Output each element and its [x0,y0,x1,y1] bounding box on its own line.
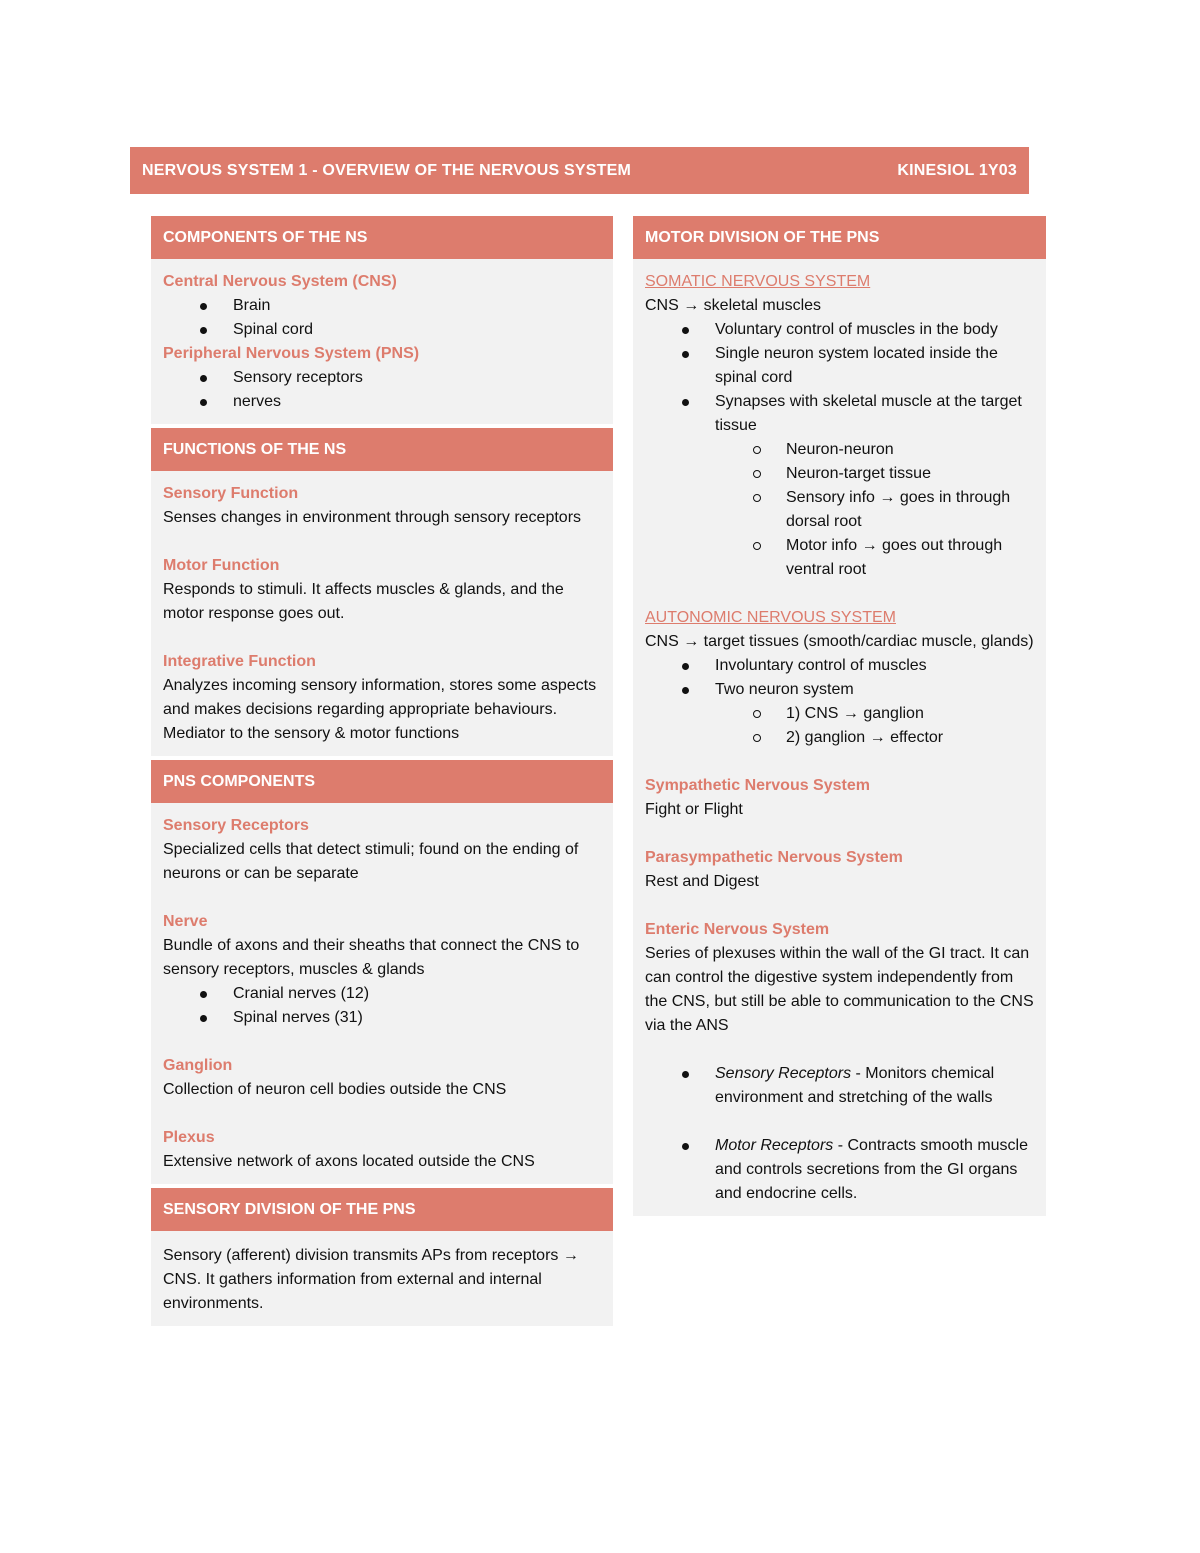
list-item: Two neuron system [645,678,1034,702]
sensory-function-title: Sensory Function [163,485,299,502]
integrative-function-text: Analyzes incoming sensory information, stores some aspects and makes decisions regarding appropriate behaviours. Mediator to the sensory & motor functions [163,677,597,742]
ganglion-text: Collection of neuron cell bodies outside the CNS [163,1081,507,1098]
page-header [130,147,1029,194]
sensory-receptors-text: Specialized cells that detect stimuli; found on the ending of neurons or can be separate [163,841,579,882]
sympathetic-title: Sympathetic Nervous System [645,777,870,794]
list-item: nerves [163,390,601,414]
list-item: Sensory receptors [163,366,601,390]
components-section [151,216,613,424]
autonomic-title: AUTONOMIC NERVOUS SYSTEM [645,609,896,626]
motor-division-section [633,216,1046,1216]
list-item: Spinal nerves (31) [163,1006,601,1030]
section-heading: MOTOR DIVISION OF THE PNS [633,216,1046,259]
plexus-text: Extensive network of axons located outside the CNS [163,1153,535,1170]
sensory-function-text: Senses changes in environment through sensory receptors [163,509,582,526]
list-item: 1) CNS → ganglion [645,702,1034,726]
list-item [645,1062,1034,1110]
autonomic-line: CNS → target tissues (smooth/cardiac muscle, glands) [645,633,1034,650]
list-item: Single neuron system located inside the spinal cord [645,342,1034,390]
pns-title: Peripheral Nervous System (PNS) [163,345,420,362]
enteric-item-text: - Monitors chemical environment and stretching of the walls [715,1065,995,1106]
list-item: Brain [163,294,601,318]
somatic-sublist [645,438,1034,582]
nerve-list [163,982,601,1030]
page-title: NERVOUS SYSTEM 1 - OVERVIEW OF THE NERVOUS SYSTEM [142,161,632,179]
course-code: KINESIOL 1Y03 [897,161,1017,179]
list-item: Voluntary control of muscles in the body [645,318,1034,342]
list-item: Motor info → goes out through ventral root [645,534,1034,582]
motor-function-text: Responds to stimuli. It affects muscles & glands, and the motor response goes out. [163,581,564,622]
list-item: Spinal cord [163,318,601,342]
enteric-item-label: Sensory Receptors [715,1065,852,1082]
left-column [151,216,613,1330]
integrative-function-title: Integrative Function [163,653,316,670]
section-heading: FUNCTIONS OF THE NS [151,428,613,471]
section-heading: SENSORY DIVISION OF THE PNS [151,1188,613,1231]
somatic-list [645,318,1034,438]
parasympathetic-title: Parasympathetic Nervous System [645,849,903,866]
enteric-list [645,1062,1034,1110]
somatic-title: SOMATIC NERVOUS SYSTEM [645,273,871,290]
ganglion-title: Ganglion [163,1057,233,1074]
functions-section [151,428,613,756]
nerve-text: Bundle of axons and their sheaths that connect the CNS to sensory receptors, muscles & glands [163,937,580,978]
parasympathetic-text: Rest and Digest [645,873,759,890]
cns-list [163,294,601,342]
list-item: Cranial nerves (12) [163,982,601,1006]
list-item [645,1134,1034,1206]
list-item: Involuntary control of muscles [645,654,1034,678]
sympathetic-text: Fight or Flight [645,801,743,818]
enteric-item-label: Motor Receptors [715,1137,834,1154]
plexus-title: Plexus [163,1129,215,1146]
autonomic-list [645,654,1034,702]
enteric-text: Series of plexuses within the wall of the GI tract. It can can control the digestive system independently from the CNS, but still be able to communication to the CNS via the ANS [645,945,1034,1034]
list-item: Neuron-target tissue [645,462,1034,486]
enteric-item-text: - Contracts smooth muscle and controls secretions from the GI organs and endocrine cells. [715,1137,1028,1202]
pns-components-section [151,760,613,1184]
section-heading: PNS COMPONENTS [151,760,613,803]
motor-function-title: Motor Function [163,557,280,574]
autonomic-sublist [645,702,1034,750]
right-column [633,216,1046,1220]
enteric-title: Enteric Nervous System [645,921,830,938]
list-item: Sensory info → goes in through dorsal root [645,486,1034,534]
list-item: Synapses with skeletal muscle at the target tissue [645,390,1034,438]
sensory-division-text: Sensory (afferent) division transmits APs from receptors → CNS. It gathers information from external and internal environments. [163,1247,579,1312]
list-item: Neuron-neuron [645,438,1034,462]
pns-list [163,366,601,414]
enteric-list-2 [645,1134,1034,1206]
cns-title: Central Nervous System (CNS) [163,273,397,290]
sensory-receptors-title: Sensory Receptors [163,817,309,834]
nerve-title: Nerve [163,913,208,930]
list-item: 2) ganglion → effector [645,726,1034,750]
somatic-line: CNS → skeletal muscles [645,297,822,314]
section-heading: COMPONENTS OF THE NS [151,216,613,259]
sensory-division-section [151,1188,613,1326]
